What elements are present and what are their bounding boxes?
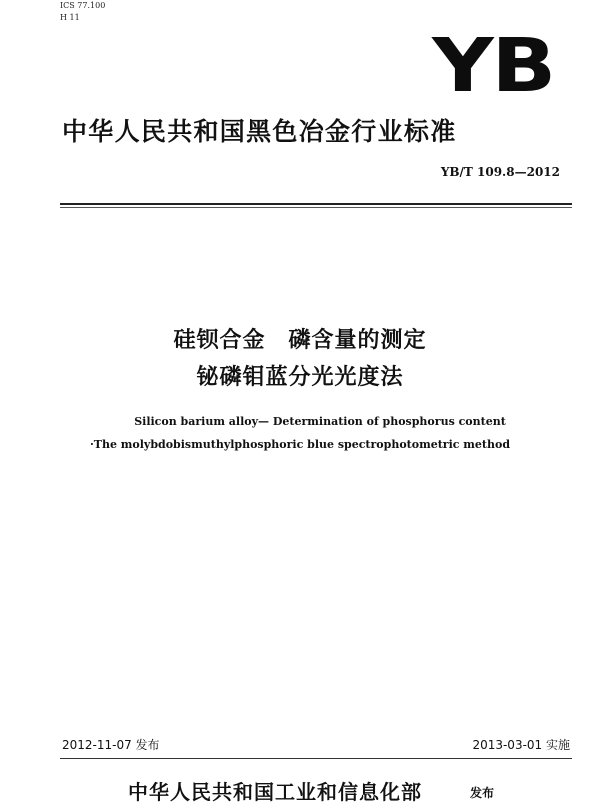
header-divider [60, 203, 572, 205]
title-cn-line1: 硅钡合金 磷含量的测定 [173, 328, 427, 353]
header-divider-thin [60, 207, 572, 208]
issuing-agency-title: 中华人民共和国黑色冶金行业标准 [62, 117, 457, 146]
title-en-line1: Silicon barium alloy— Determination of phosphorus content [134, 415, 506, 428]
title-en-line2: ·The molybdobismuthylphosphoric blue spectrophotometric method [89, 438, 511, 451]
footer-divider [60, 758, 572, 759]
issue-date: 2012-11-07 发布 [62, 738, 160, 752]
implementation-date: 2013-03-01 实施 [472, 738, 570, 752]
title-cn-line2: 铋磷钼蓝分光光度法 [196, 365, 404, 390]
issuer-suffix: 发布 [470, 786, 495, 800]
yb-logo: YB [432, 23, 554, 109]
ccs-code: H 11 [60, 13, 80, 22]
issuer-name: 中华人民共和国工业和信息化部 [128, 780, 422, 804]
standard-number: YB/T 109.8—2012 [440, 165, 560, 179]
ics-code: ICS 77.100 [60, 1, 106, 10]
classification-codes [60, 0, 105, 24]
